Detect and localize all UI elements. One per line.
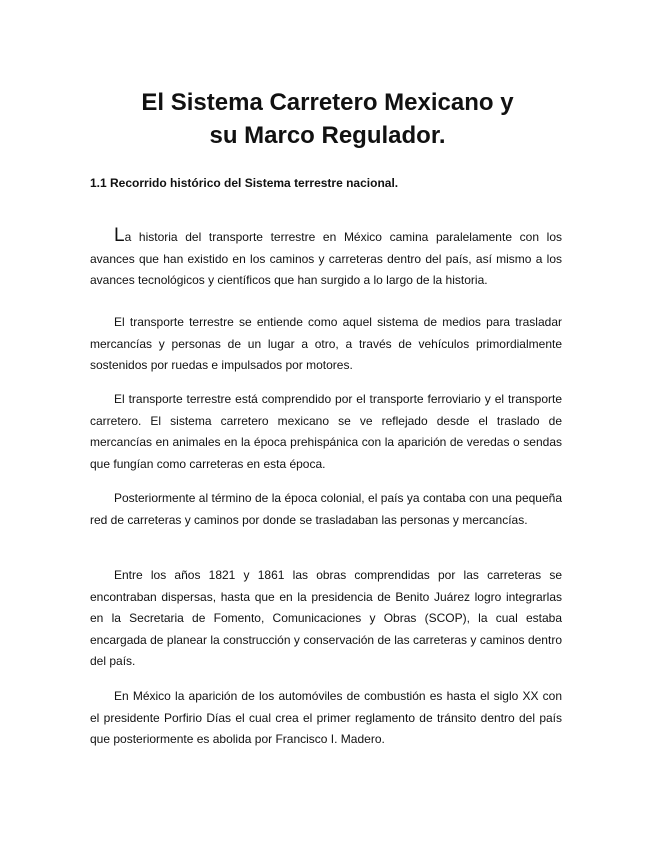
page-title: [60, 86, 595, 152]
title-line-1: El Sistema Carretero Mexicano y: [141, 89, 514, 116]
paragraph-1-text: a historia del transporte terrestre en México camina paralelamente con los avances que han existido en los caminos y carreteras dentro del país, así mismo a los avances tecnológicos y científicos que han surgido a lo largo de la historia.: [90, 230, 562, 288]
paragraph-3: El transporte terrestre está comprendido por el transporte ferroviario y el transporte carretero. El sistema carretero mexicano se ve reflejado desde el traslado de mercancías en animales en la época prehispánica con la aparición de veredas o sendas que fungían como carreteras en esta época.: [90, 392, 562, 471]
paragraph-1: [90, 227, 562, 292]
drop-cap: L: [114, 225, 125, 246]
section-heading: 1.1 Recorrido histórico del Sistema terrestre nacional.: [90, 176, 399, 190]
paragraph-5: Entre los años 1821 y 1861 las obras comprendidas por las carreteras se encontraban dispersas, hasta que en la presidencia de Benito Juárez logro integrarlas en la Secretaria de Fomento, Comunicaciones y Obras (SCOP), la cual estaba encargada de planear la construcción y conservación de las carreteras y caminos dentro del país.: [90, 568, 562, 669]
title-line-2: su Marco Regulador.: [209, 122, 446, 149]
paragraph-6: En México la aparición de los automóviles de combustión es hasta el siglo XX con el presidente Porfirio Días el cual crea el primer reglamento de tránsito dentro del país que posteriormente es abolida por Francisco I. Madero.: [90, 689, 562, 747]
paragraph-2: El transporte terrestre se entiende como aquel sistema de medios para trasladar mercancías y personas de un lugar a otro, a través de vehículos primordialmente sostenidos por ruedas e impulsados por motores.: [90, 315, 562, 373]
paragraph-4: Posteriormente al término de la época colonial, el país ya contaba con una pequeña red de carreteras y caminos por donde se trasladaban las personas y mercancías.: [90, 491, 562, 527]
